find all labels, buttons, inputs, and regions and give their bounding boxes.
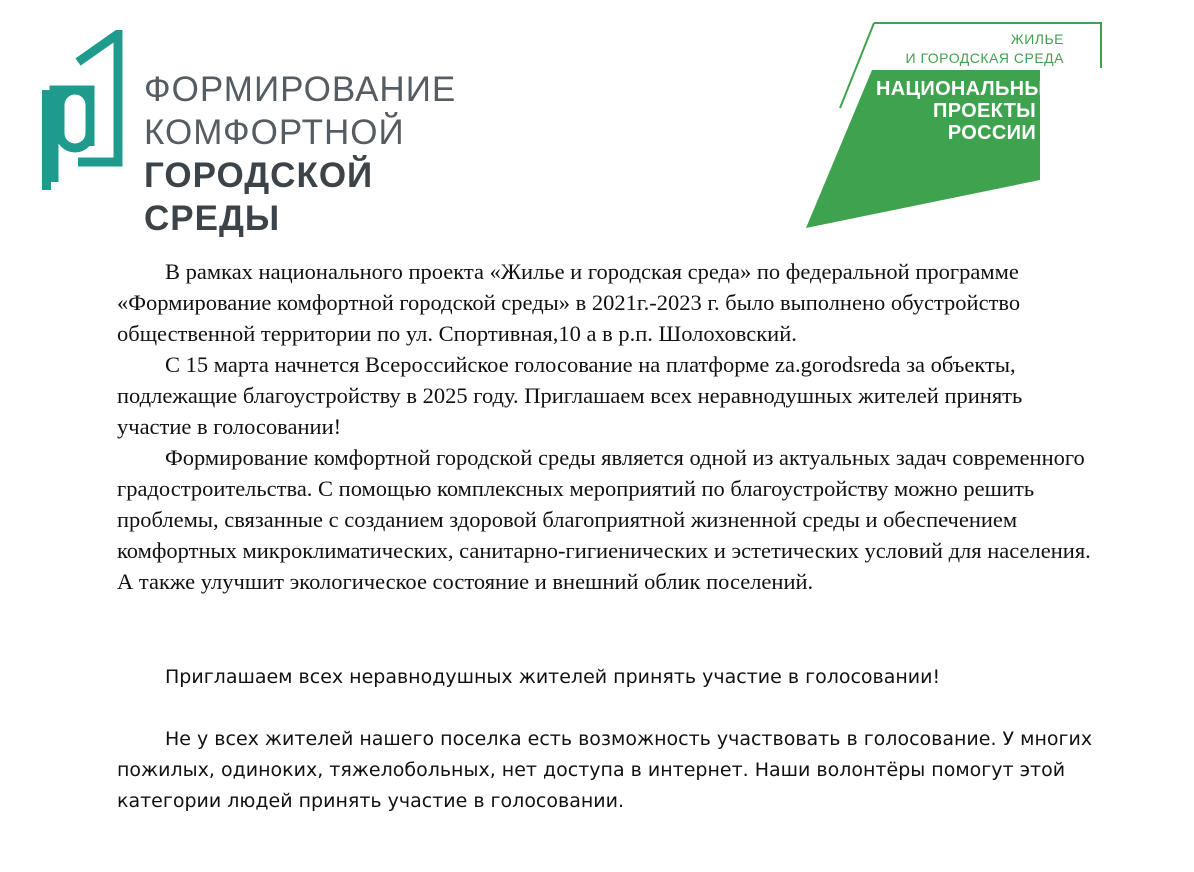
paragraph-voting-announcement: С 15 марта начнется Всероссийское голосование на платформе za.gorodsreda за объекты, подлежащие благоустройству в 2025 году. Приглашаем всех неравнодушных жителей принять участие в голосовании! [117,352,1023,439]
logo-text [144,68,498,240]
np-subtitle-line-2: И ГОРОДСКАЯ СРЕДА [905,50,1064,66]
paragraph-invitation: Приглашаем всех неравнодушных жителей принять участие в голосовании! [165,666,941,688]
paragraph-volunteers: Не у всех жителей нашего поселка есть возможность участвовать в голосование. У многих пожилых, одиноких, тяжелобольных, нет доступа в интернет. Наши волонтёры помогут этой категории людей принять участие в голосовании. [117,728,1093,812]
paragraph-project-info: В рамках национального проекта «Жилье и городская среда» по федеральной программе «Формирование комфортной городской среды» в 2021г.-2023 г. было выполнено обустройство общественной территории по ул. Спортивная,10 а в р.п. Шолоховский. [117,259,1021,346]
np-subtitle-line-1: ЖИЛЬЕ [1010,31,1064,47]
logo-national-projects [804,20,1104,230]
np-title-line-3: РОССИИ [947,122,1036,144]
np-title [876,78,1058,144]
article-appeal [117,662,1097,817]
paragraph-spacer [117,693,1097,724]
np-title-line-2: ПРОЕКТЫ [933,100,1036,122]
article-body [117,256,1097,597]
logo-line-3: ГОРОДСКОЙ СРЕДЫ [144,156,374,238]
logo-formirovanie [38,30,498,238]
logo-line-2: КОМФОРТНОЙ [144,113,405,152]
np-subtitle [906,30,1064,68]
paragraph-urban-environment: Формирование комфортной городской среды является одной из актуальных задач современного градостроительства. С помощью комплексных мероприятий по благоустройству можно решить проблемы, связанные с созданием здоровой благоприятной жизненной среды и обеспечением комфортных микроклиматических, санитарно-гигиенических и эстетических условий для населения. А также улучшит экологическое состояние и внешний облик поселений. [117,445,1091,594]
logo-mark-icon [38,30,124,190]
np-title-line-1: НАЦИОНАЛЬНЫЕ [876,78,1058,100]
logo-line-1: ФОРМИРОВАНИЕ [144,70,457,109]
